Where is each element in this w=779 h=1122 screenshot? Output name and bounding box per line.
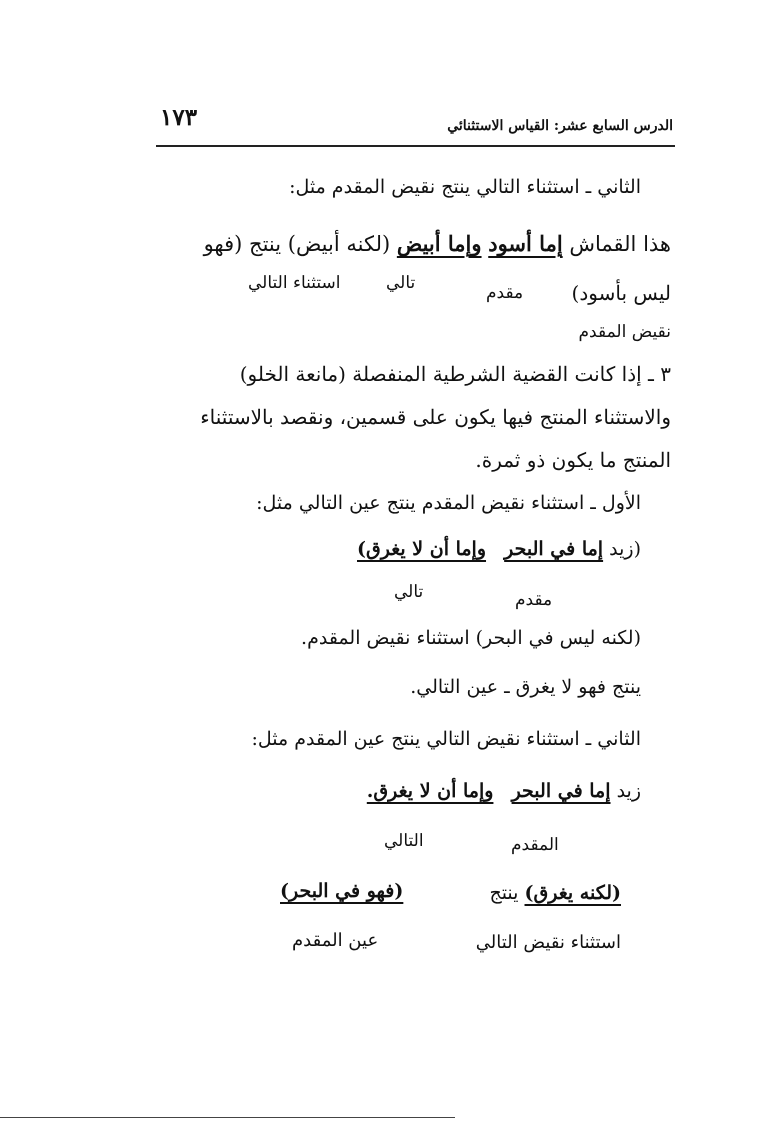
label-antecedent: مقدم [515, 590, 553, 610]
paragraph-line: ٣ ـ إذا كانت القضية الشرطية المنفصلة (مانعة الخلو) [239, 362, 671, 386]
label-antecedent: المقدم [511, 835, 559, 855]
label-consequent: تالي [386, 273, 416, 293]
example-text: (لكنه ليس في البحر) استثناء نقيض المقدم. [301, 627, 641, 649]
antecedent-phrase: إما أسود [488, 231, 563, 256]
example-line [357, 538, 641, 560]
result-phrase: (فهو في البحر) [280, 880, 404, 902]
consequent-phrase: وإما أن لا يغرق. [366, 780, 494, 802]
label-contradictory-antecedent: نقيض المقدم [578, 322, 671, 342]
paragraph-line: والاستثناء المنتج فيها يكون على قسمين، ونقصد بالاستثناء [200, 405, 671, 429]
label-consequent: تالي [394, 582, 424, 602]
example-continuation: ليس بأسود) [571, 281, 671, 305]
antecedent-phrase: إما في البحر [511, 780, 611, 802]
bottom-edge-line [0, 1117, 455, 1118]
section-heading: الأول ـ استثناء نقيض المقدم ينتج عين التالي مثل: [256, 492, 641, 514]
example-text: (لكنه أبيض) ينتج (فهو [203, 232, 391, 256]
example-line [489, 882, 621, 904]
paragraph-line: المنتج ما يكون ذو ثمرة. [475, 448, 671, 472]
label-consequent: التالي [384, 831, 424, 851]
page-number: ١٧٣ [160, 104, 198, 131]
header-rule [156, 145, 675, 147]
example-text: (زيد [609, 538, 641, 560]
section-heading: الثاني ـ استثناء التالي ينتج نقيض المقدم مثل: [289, 176, 641, 198]
example-text: هذا القماش [569, 232, 671, 256]
consequent-phrase: وإما أبيض [396, 231, 482, 256]
running-header-title: الدرس السابع عشر: القياس الاستثنائي [447, 118, 673, 134]
label-exception-consequent: استثناء التالي [248, 273, 341, 293]
example-line [367, 780, 641, 802]
example-text: ينتج [489, 882, 519, 904]
label-exception-contradictory-consequent: استثناء نقيض التالي [475, 932, 621, 953]
label-identity-antecedent: عين المقدم [292, 930, 379, 951]
exception-phrase: (لكنه يغرق) [524, 882, 621, 904]
section-heading: الثاني ـ استثناء نقيض التالي ينتج عين المقدم مثل: [251, 728, 641, 750]
example-text: ينتج فهو لا يغرق ـ عين التالي. [410, 676, 641, 698]
antecedent-phrase: إما في البحر [504, 538, 604, 560]
label-antecedent: مقدم [486, 283, 524, 303]
consequent-phrase: وإما أن لا يغرق) [357, 538, 487, 560]
example-line [204, 231, 671, 256]
example-text: زيد [616, 780, 641, 802]
